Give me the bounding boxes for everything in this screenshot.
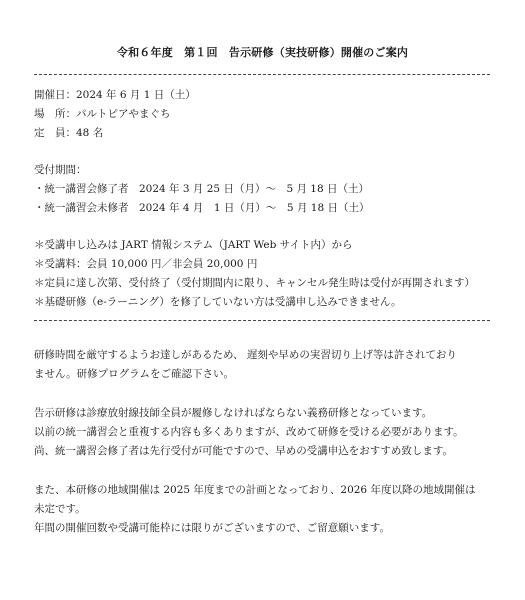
event-venue: 場 所：パルトピアやまぐち xyxy=(34,108,171,120)
paragraph-line: 以前の統一講習会と重複する内容も多くありますが、改めて研修を受ける必要があります。 xyxy=(34,426,464,438)
paragraph-punctuality xyxy=(34,346,494,384)
paragraph-line: ません。研修プログラムをご確認下さい。 xyxy=(34,368,235,380)
event-date: 開催日：2024 年 6 月 1 日（土） xyxy=(34,89,196,101)
page-title: 令和６年度 第１回 告示研修（実技研修）開催のご案内 xyxy=(116,46,409,59)
note-application: ＊受講申し込みは JART 情報システム（JART Web サイト内）から xyxy=(34,239,353,251)
paragraph-line: また、本研修の地域開催は 2025 年度までの計画となっており、2026 年度以降の地域開催は xyxy=(34,484,476,496)
paragraph-line: 研修時間を厳守するようお達しがあるため、 遅刻や早めの実習切り上げ等は許されており xyxy=(34,349,457,361)
note-capacity: ＊定員に達し次第、受付終了（受付期間内に限り、キャンセル発生時は受付が再開されます） xyxy=(34,277,475,289)
paragraph-line: 尚、統一講習会修了者は先行受付が可能ですので、早めの受講申込をおすすめ致します。 xyxy=(34,445,454,457)
reception-period-completed: ・統一講習会修了者 2024 年 3 月 25 日（月）～ 5 月 18 日（土） xyxy=(34,183,370,195)
note-fee: ＊受講料：会員 10,000 円／非会員 20,000 円 xyxy=(34,258,258,270)
paragraph-mandatory-training xyxy=(34,404,494,461)
event-capacity: 定 員：48 名 xyxy=(34,127,104,139)
paragraph-regional-schedule xyxy=(34,481,494,538)
dashed-divider-bottom xyxy=(34,320,490,321)
reception-heading: 受付期間： xyxy=(34,164,87,176)
paragraph-line: 年間の開催回数や受講可能枠には限りがございますので、ご留意願います。 xyxy=(34,522,390,534)
paragraph-line: 未定です。 xyxy=(34,503,86,515)
paragraph-line: 告示研修は診療放射線技師全員が履修しなければならない義務研修となっています。 xyxy=(34,407,433,419)
reception-period-not-completed: ・統一講習会未修者 2024 年 4 月 1 日（月）～ 5 月 18 日（土） xyxy=(34,202,370,214)
dashed-divider-top xyxy=(34,74,490,75)
note-prerequisite: ＊基礎研修（e-ラーニング）を修了していない方は受講申し込みできません。 xyxy=(34,296,402,308)
